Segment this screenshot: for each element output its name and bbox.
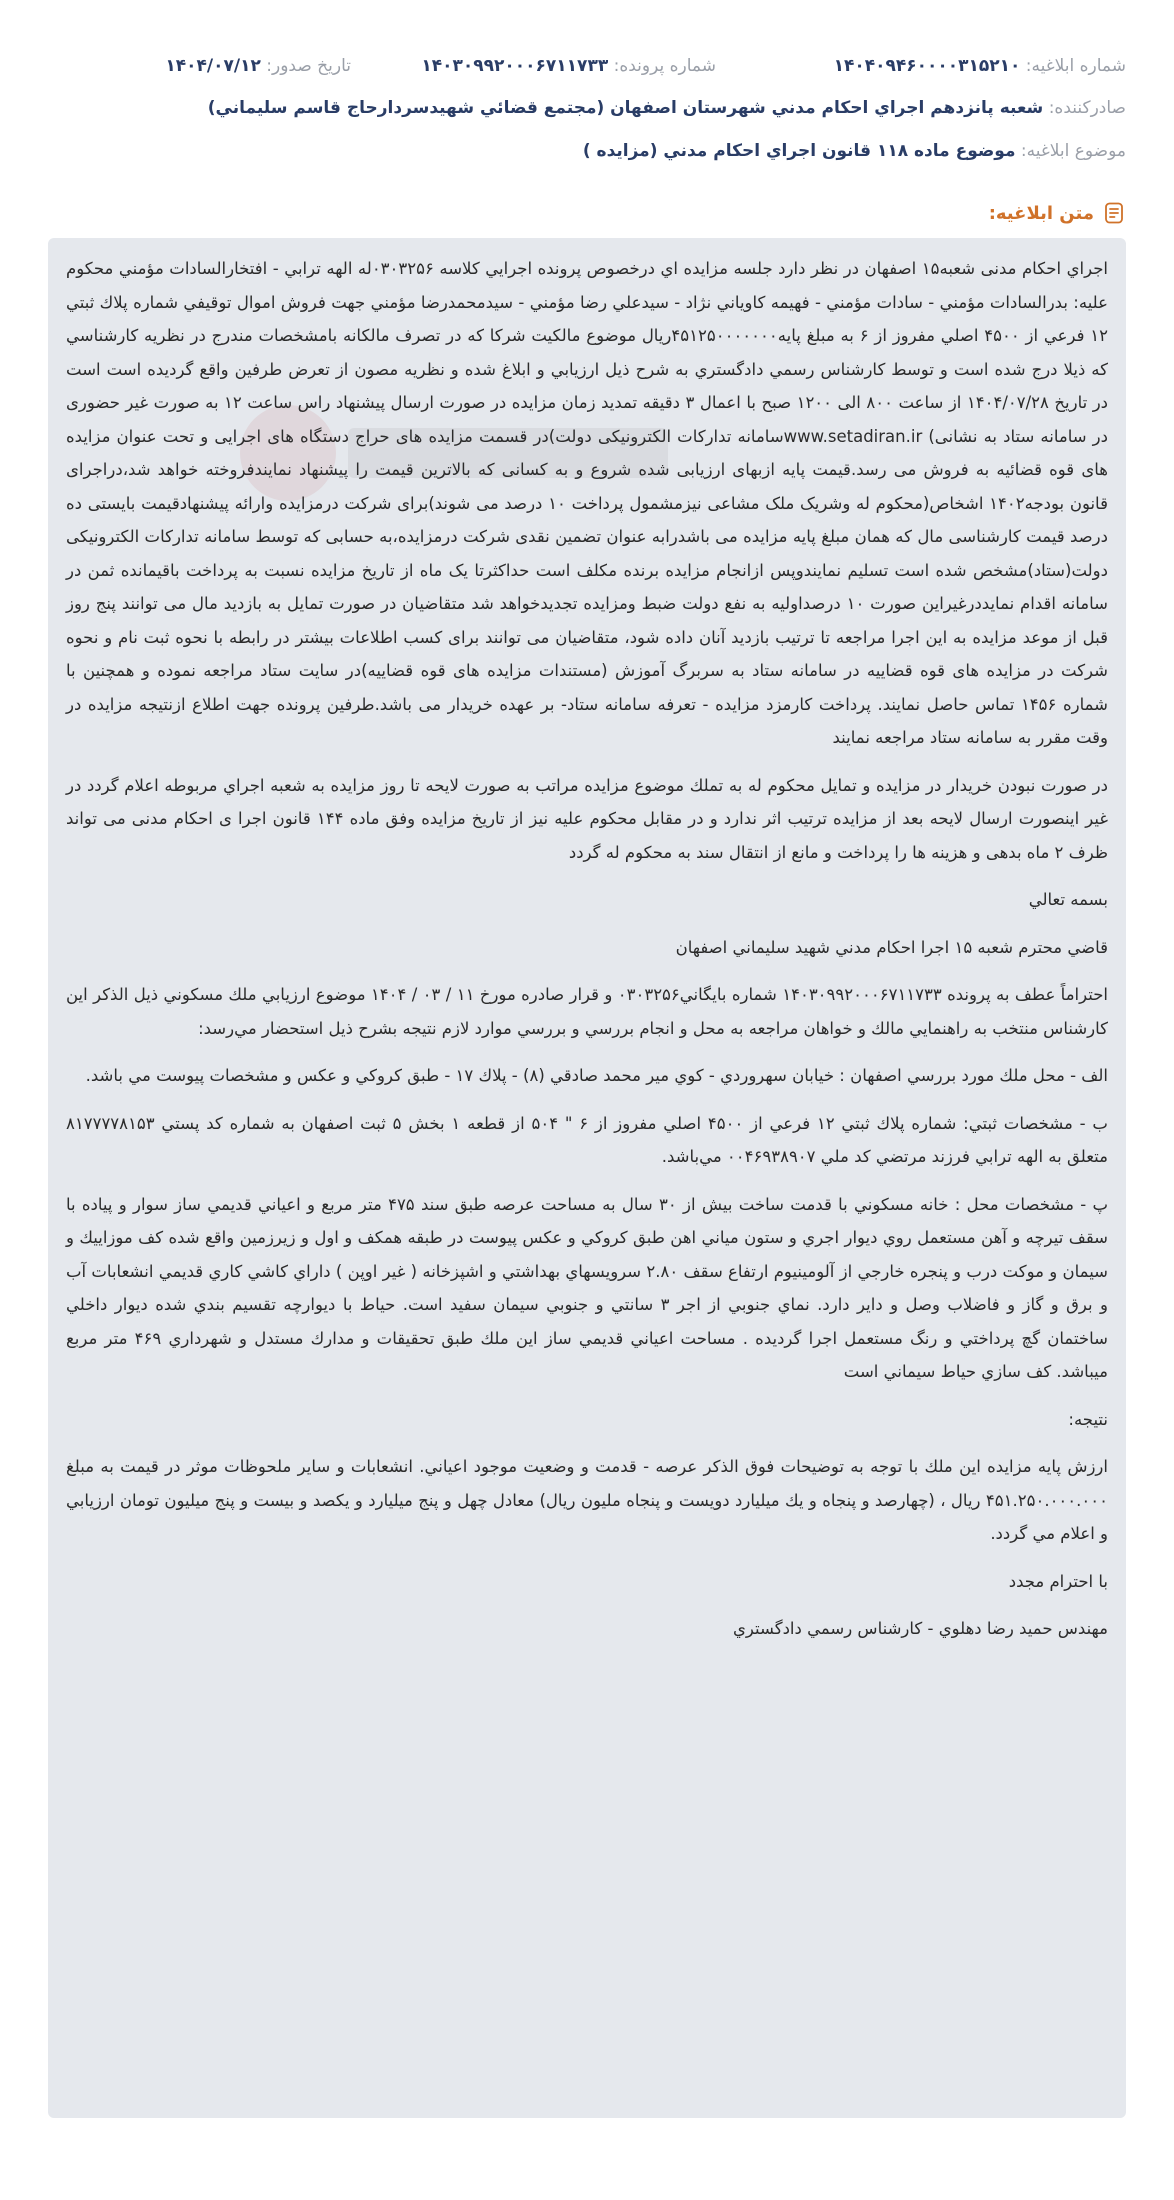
body-paragraph-2: در صورت نبودن خريدار در مزايده و تمايل محكوم له به تملك موضوع مزايده مراتب به صورت لايحه تا روز مزايده به شعبه اجراي مربوطه اعلام گردد در غير اينصورت ارسال لايحه بعد از مزايده ترتيب اثر ندارد و در مقابل محكوم عليه نيز از تاريخ مزايده وفق ماده ۱۴۴ قانون اجرا ی احكام مدنی می تواند ظرف ۲ ماه بدهی و هزينه ها را پرداخت و مانع از انتقال سند به محكوم له گردد <box>66 775 1109 862</box>
notice-text-heading <box>989 199 1126 227</box>
body-paragraph-6: الف - محل ملك مورد بررسي اصفهان : خيابان سهروردي - كوي مير محمد صادقي (۸) - پلاك ۱۷ - طبق كروكي و عكس و مشخصات پيوست مي باشد. <box>85 1066 1108 1085</box>
notice-text-title: متن ابلاغيه: <box>988 202 1094 224</box>
notice-meta-row <box>48 56 1126 80</box>
issuer-line <box>48 98 1126 118</box>
issue-date-value: ۱۴۰۴/۰۷/۱۲ <box>165 56 261 76</box>
body-paragraph-1: اجراي احكام مدنی شعبه۱۵ اصفهان در نظر دارد جلسه مزايده اي درخصوص پرونده اجرايي كلاسه ۰۳۰۳۲۵۶له الهه ترابي - افتخارالسادات مؤمني محكوم عليه: بدرالسادات مؤمني - سادات مؤمني - فهيمه كاوياني نژاد - سيدعلي رضا مؤمني - سيدمحمدرضا مؤمني جهت فروش اموال توقيفي شماره پلاك ثبتي ۱۲ فرعي از ۴۵۰۰ اصلي مفروز از ۶ به مبلغ پايه۴۵۱۲۵۰۰۰۰۰۰۰ريال موضوع مالكيت شركا كه در تصرف مالكانه بامشخصات مندرج در نظريه كارشناسي كه ذيلا درج شده است و توسط كارشناس رسمي دادگستري به شرح ذيل ارزيابي و ابلاغ شده و نظريه مصون از تعرض طرفين واقع گرديده است است در تاريخ ۱۴۰۴/۰۷/۲۸ از ساعت ۸۰۰ الی ۱۲۰۰ صبح با اعمال ۳ دقيقه تمديد زمان مزايده در صورت ارسال پيشنهاد راس ساعت ۱۲ به صورت غير حضوری در سامانه ستاد به نشانی) www.setadiran.irسامانه تدارکات الکترونيکی دولت)در قسمت مزايده های حراج دستگاه های اجرايی و تحت عنوان مزايده های قوه قضائيه به فروش می رسد.قيمت پايه ازبهای ارزيابی شده شروع و به کسانی که بالاترين قيمت را پيشنهاد نمايندفروخته خواهد شد،دراجرای قانون بودجه۱۴۰۲ اشخاص(محكوم له وشريک ملک مشاعی نيزمشمول پرداخت ۱۰ درصد می شوند)برای شرکت درمزايده وارائه پيشنهادقيمت بايستی ده درصد قيمت کارشناسی مال که همان مبلغ پايه مزايده می باشدرابه عنوان تضمين نقدی شرکت درمزايده،به حسابی که توسط سامانه تدارکات الکترونيکی دولت(ستاد)مشخص شده است تسليم نمايندوپس ازانجام مزايده برنده مکلف است حداکثرتا يک ماه از تاريخ مزايده نسبت به پرداخت باقيمانده ثمن در سامانه اقدام نمايددرغيراين صورت ۱۰ درصداوليه به نفع دولت ضبط ومزايده تجديدخواهد شد متقاضيان در صورت تمايل به بازديد مال می توانند پنج روز قبل از موعد مزايده به اين اجرا مراجعه تا ترتيب بازديد آنان داده شود، متقاضيان می توانند برای کسب اطلاعات بيشتر در رابطه با نحوه ثبت نام و نحوه شرکت در مزايده های قوه قضاييه در سامانه ستاد به سربرگ آموزش (مستندات مزايده های قوه قضاييه)در سايت ستاد مراجعه نموده و همچنين با شماره ۱۴۵۶ تماس حاصل نمايند. پرداخت کارمزد مزايده - تعرفه سامانه ستاد- بر عهده خريدار می باشد.طرفين پرونده جهت اطلاع ازنتيجه مزايده در وقت مقرر به سامانه ستاد مراجعه نمايند <box>66 259 1109 747</box>
case-number <box>421 56 716 76</box>
issuer-label: صادرکننده: <box>1048 98 1126 118</box>
body-paragraph-9: نتيجه: <box>1068 1409 1108 1429</box>
body-paragraph-7: ب - مشخصات ثبتي: شماره پلاك ثبتي ۱۲ فرعي از ۴۵۰۰ اصلي مفروز از ۶ " ۵۰۴ از قطعه ۱ بخش ۵ ثبت اصفهان به شماره كد پستي ۸۱۷۷۷۷۸۱۵۳ متعلق به الهه ترابي فرزند مرتضي كد ملي ۰۰۴۶۹۳۸۹۰۷ مي‌باشد. <box>66 1113 1108 1166</box>
body-paragraph-4: قاضي محترم شعبه ۱۵ اجرا احكام مدني شهيد سليماني اصفهان <box>675 937 1108 957</box>
notice-number-value: ۱۴۰۴۰۹۴۶۰۰۰۰۳۱۵۲۱۰ <box>833 56 1021 76</box>
body-paragraph-12: مهندس حميد رضا دهلوي - كارشناس رسمي دادگستري <box>733 1619 1108 1638</box>
notice-number <box>834 56 1126 76</box>
issue-date-label: تاريخ صدور: <box>266 56 351 76</box>
subject-line <box>48 141 1126 161</box>
issuer-value: شعبه پانزدهم اجراي احكام مدني شهرستان اصفهان (مجتمع قضائي شهيدسردارحاج قاسم سليماني) <box>207 98 1044 118</box>
subject-value: موضوع ماده ۱۱۸ قانون اجراي احکام مدني (مزايده ) <box>582 141 1016 161</box>
case-number-value: ۱۴۰۳۰۹۹۲۰۰۰۶۷۱۱۷۳۳ <box>421 56 609 76</box>
notice-number-label: شماره ابلاغيه: <box>1025 56 1126 76</box>
body-paragraph-10: ارزش پايه مزايده اين ملك با توجه به توضيحات فوق الذكر عرصه - قدمت و وضعيت موجود اعياني. انشعابات و ساير ملحوظات موثر در قيمت به مبلغ ۴۵۱.۲۵۰.۰۰۰.۰۰۰ ريال ، (چهارصد و پنجاه و يك ميليارد دويست و پنجاه مليون ريال) معادل چهل و پنج ميليارد و يكصد و بيست و پنج ميليون تومان ارزيابي و اعلام مي گردد. <box>66 1457 1108 1543</box>
issue-date <box>165 56 351 76</box>
document-text-icon <box>1102 201 1126 225</box>
notice-text-body <box>48 238 1126 2118</box>
body-paragraph-5: احتراماً عطف به پرونده ۱۴۰۳۰۹۹۲۰۰۰۶۷۱۱۷۳۳ شماره بايگاني۰۳۰۳۲۵۶ و قرار صادره مورخ ۱۱ / ۰۳ / ۱۴۰۴ موضوع ارزيابي ملك مسكوني ذيل الذكر اين كارشناس منتخب به راهنمايي مالك و خواهان مراجعه به محل و انجام بررسي و بررسي موارد لازم نتيجه بشرح ذيل استحضار مي‌رسد: <box>66 985 1108 1038</box>
case-number-label: شماره پرونده: <box>613 56 716 76</box>
subject-label: موضوع ابلاغيه: <box>1020 141 1126 161</box>
body-paragraph-11: با احترام مجدد <box>1008 1571 1108 1591</box>
body-paragraph-8: پ - مشخصات محل : خانه مسكوني با قدمت ساخت بيش از ۳۰ سال به مساحت عرصه طبق سند ۴۷۵ متر مربع و اعياني قديمي ساز سوار و پياده با سقف تيرچه و آهن مستعمل روي ديوار اجري و ستون مياني اهن طبق كروكي و عكس پيوست در طبقه همكف و اول و زيرزمين واقع شده كف موزاييك و سيمان و موكت درب و پنجره خارجي از آلومينيوم ارتفاع سقف ۲.۸۰ سرويسهاي بهداشتي و اشپزخانه ( غير اوپن ) داراي كاشي كاري قديمي انشعابات آب و برق و گاز و فاضلاب وصل و داير دارد. نماي جنوبي از اجر ۳ سانتي و جنوبي سيمان سفيد است. حياط با ديوارچه تقسيم بندي شده ديوار داخلي ساختمان گچ پرداختي و رنگ مستعمل اجرا گرديده . مساحت اعياني قديمي ساز اين ملك طبق تحقيقات و مدارك مستدل و شهرداري ۴۶۹ متر مربع ميباشد. كف سازي حياط سيماني است <box>66 1194 1109 1381</box>
body-paragraph-3: بسمه تعالي <box>1028 890 1108 909</box>
